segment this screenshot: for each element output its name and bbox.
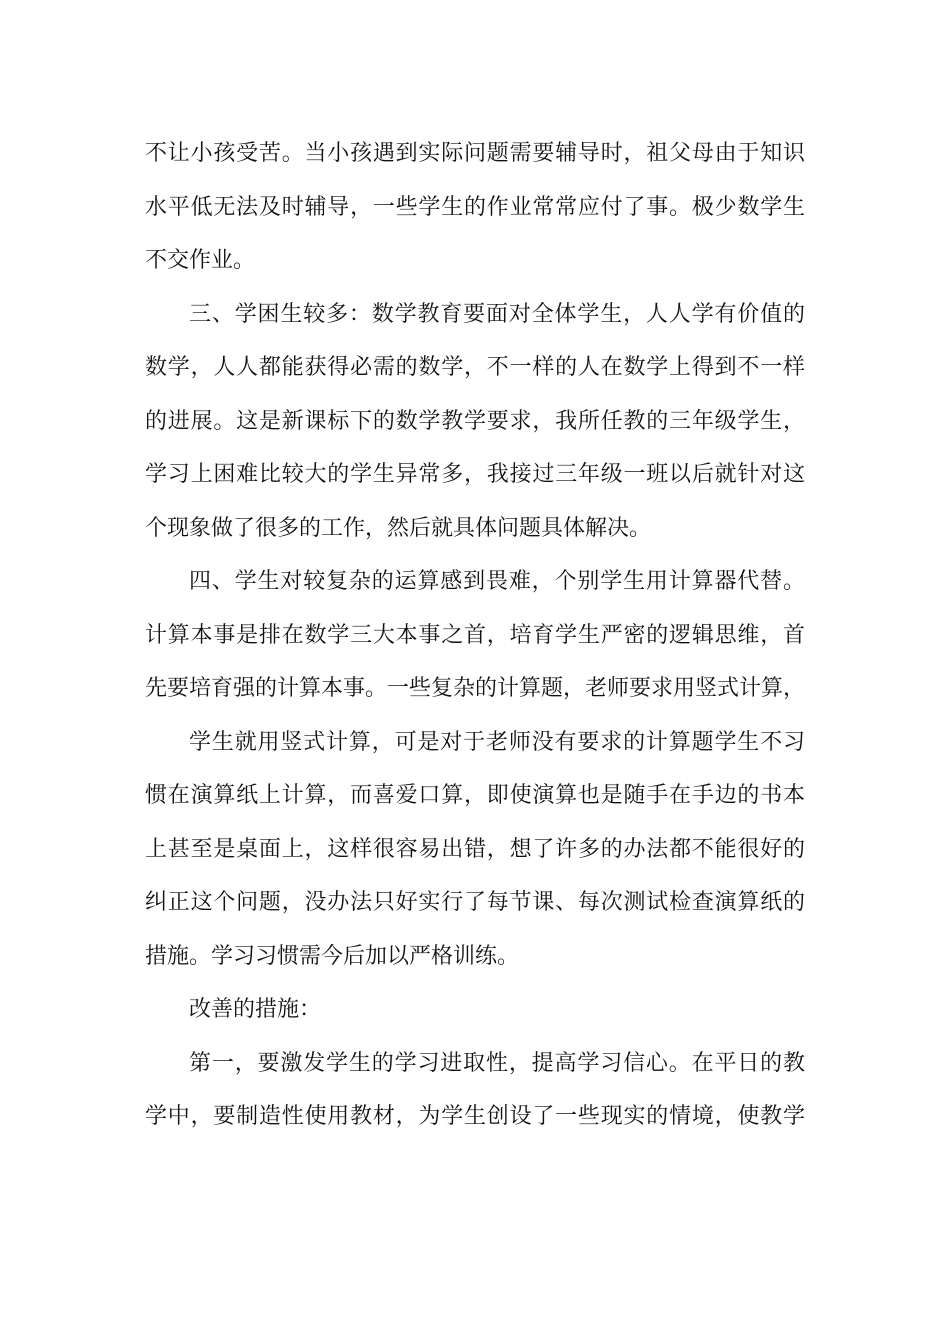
text-line: 学中，要制造性使用教材，为学生创设了一些现实的情境，使教学 xyxy=(145,1104,805,1129)
text-line: 先要培育强的计算本事。一些复杂的计算题，老师要求用竖式计算， xyxy=(145,676,805,701)
text-line: 数学，人人都能获得必需的数学，不一样的人在数学上得到不一样 xyxy=(145,355,805,380)
text-line: 第一，要激发学生的学习进取性，提高学习信心。在平日的教 xyxy=(189,1050,805,1076)
text-line: 水平低无法及时辅导，一些学生的作业常常应付了事。极少数学生 xyxy=(145,194,805,220)
text-line: 的进展。这是新课标下的数学教学要求，我所任教的三年级学生， xyxy=(145,408,805,434)
text-line: 纠正这个问题，没办法只好实行了每节课、每次测试检查演算纸的 xyxy=(145,890,805,915)
text-line: 三、学困生较多：数学教育要面对全体学生，人人学有价值的 xyxy=(189,301,805,327)
text-line: 惯在演算纸上计算，而喜爱口算，即使演算也是随手在手边的书本 xyxy=(145,783,805,808)
text-line: 计算本事是排在数学三大本事之首，培育学生严密的逻辑思维，首 xyxy=(145,622,805,648)
text-line: 四、学生对较复杂的运算感到畏难，个别学生用计算器代替。 xyxy=(189,569,805,594)
text-line: 不让小孩受苦。当小孩遇到实际问题需要辅导时，祖父母由于知识 xyxy=(145,141,805,166)
text-line: 不交作业。 xyxy=(145,248,256,273)
text-line: 学习上困难比较大的学生异常多，我接过三年级一班以后就针对这 xyxy=(145,462,805,487)
text-line: 个现象做了很多的工作，然后就具体问题具体解决。 xyxy=(145,515,652,541)
body-text xyxy=(145,127,805,1144)
text-line: 学生就用竖式计算，可是对于老师没有要求的计算题学生不习 xyxy=(189,729,805,755)
text-line: 改善的措施： xyxy=(189,997,322,1022)
text-line: 上甚至是桌面上，这样很容易出错，想了许多的办法都不能很好的 xyxy=(145,836,805,862)
text-line: 措施。学习习惯需今后加以严格训练。 xyxy=(145,943,520,969)
